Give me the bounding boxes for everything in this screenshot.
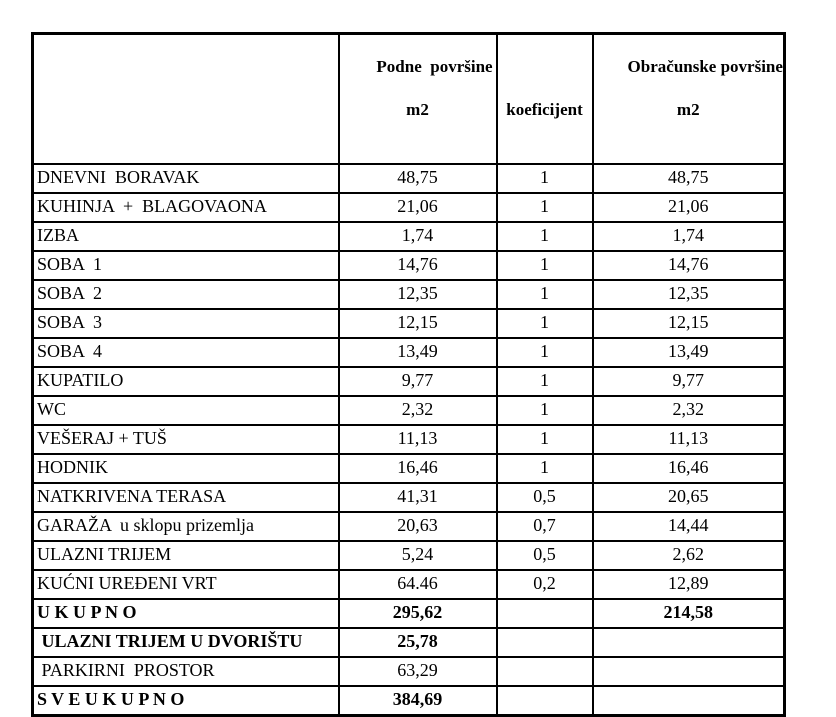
obracun-cell: 14,76 (593, 251, 785, 280)
header-podne-unit: m2 (406, 99, 429, 119)
room-name-cell: DNEVNI BORAVAK (33, 164, 339, 193)
table-row (33, 541, 785, 570)
podne-cell: 11,13 (339, 425, 497, 454)
header-podne-label: Podne površine (376, 57, 493, 77)
podne-cell: 20,63 (339, 512, 497, 541)
podne-cell: 13,49 (339, 338, 497, 367)
room-name-cell: PARKIRNI PROSTOR (33, 657, 339, 686)
header-room-name (33, 34, 339, 164)
podne-cell: 9,77 (339, 367, 497, 396)
room-name-cell: ULAZNI TRIJEM (33, 541, 339, 570)
podne-cell: 295,62 (339, 599, 497, 628)
podne-cell: 21,06 (339, 193, 497, 222)
obracun-cell: 12,35 (593, 280, 785, 309)
room-name-cell: U K U P N O (33, 599, 339, 628)
room-name-cell: KUPATILO (33, 367, 339, 396)
koef-cell: 0,2 (497, 570, 593, 599)
room-name-cell: KUHINJA + BLAGOVAONA (33, 193, 339, 222)
koef-cell: 1 (497, 164, 593, 193)
room-name-cell: KUĆNI UREĐENI VRT (33, 570, 339, 599)
obracun-cell: 12,89 (593, 570, 785, 599)
koef-cell (497, 628, 593, 657)
obracun-cell: 48,75 (593, 164, 785, 193)
room-name-cell: VEŠERAJ + TUŠ (33, 425, 339, 454)
table-header (33, 34, 785, 164)
podne-cell: 14,76 (339, 251, 497, 280)
koef-cell: 1 (497, 425, 593, 454)
podne-cell: 12,15 (339, 309, 497, 338)
podne-cell: 41,31 (339, 483, 497, 512)
koef-cell: 0,5 (497, 483, 593, 512)
room-name-cell: GARAŽA u sklopu prizemlja (33, 512, 339, 541)
header-koeficijent-label: koeficijent (506, 99, 583, 119)
table-row (33, 251, 785, 280)
room-name-cell: SOBA 1 (33, 251, 339, 280)
room-name-cell: SOBA 4 (33, 338, 339, 367)
table-body (33, 164, 785, 716)
obracun-cell: 214,58 (593, 599, 785, 628)
room-name-cell: ULAZNI TRIJEM U DVORIŠTU (33, 628, 339, 657)
obracun-cell: 2,62 (593, 541, 785, 570)
koef-cell (497, 599, 593, 628)
room-name-cell: SOBA 3 (33, 309, 339, 338)
obracun-cell (593, 628, 785, 657)
room-name-cell: WC (33, 396, 339, 425)
podne-cell: 384,69 (339, 686, 497, 716)
table-row (33, 657, 785, 686)
table-row (33, 396, 785, 425)
table-row (33, 483, 785, 512)
koef-cell: 1 (497, 309, 593, 338)
obracun-cell: 14,44 (593, 512, 785, 541)
obracun-cell: 2,32 (593, 396, 785, 425)
header-obracunske-label: Obračunske površine (627, 57, 783, 77)
koef-cell: 1 (497, 251, 593, 280)
header-podne-povrsine (339, 34, 497, 164)
koef-cell: 1 (497, 396, 593, 425)
table-row (33, 338, 785, 367)
header-row (33, 34, 785, 164)
table-row (33, 164, 785, 193)
podne-cell: 63,29 (339, 657, 497, 686)
obracun-cell: 16,46 (593, 454, 785, 483)
table-row (33, 280, 785, 309)
obracun-cell: 11,13 (593, 425, 785, 454)
table-row (33, 512, 785, 541)
podne-cell: 1,74 (339, 222, 497, 251)
table-row (33, 309, 785, 338)
podne-cell: 48,75 (339, 164, 497, 193)
table-row (33, 628, 785, 657)
koef-cell: 1 (497, 193, 593, 222)
header-koeficijent (497, 34, 593, 164)
header-obracunske-unit: m2 (676, 99, 700, 119)
table-row (33, 367, 785, 396)
table-row (33, 454, 785, 483)
podne-cell: 12,35 (339, 280, 497, 309)
koef-cell: 1 (497, 454, 593, 483)
area-calculation-table (31, 32, 786, 717)
koef-cell: 0,7 (497, 512, 593, 541)
koef-cell: 1 (497, 280, 593, 309)
room-name-cell: S V E U K U P N O (33, 686, 339, 716)
table-row (33, 425, 785, 454)
obracun-cell: 1,74 (593, 222, 785, 251)
obracun-cell: 12,15 (593, 309, 785, 338)
table-row (33, 570, 785, 599)
table-row (33, 599, 785, 628)
room-name-cell: SOBA 2 (33, 280, 339, 309)
room-name-cell: IZBA (33, 222, 339, 251)
obracun-cell (593, 657, 785, 686)
koef-cell: 1 (497, 338, 593, 367)
obracun-cell: 9,77 (593, 367, 785, 396)
obracun-cell: 20,65 (593, 483, 785, 512)
table-row (33, 193, 785, 222)
koef-cell: 1 (497, 222, 593, 251)
podne-cell: 25,78 (339, 628, 497, 657)
podne-cell: 5,24 (339, 541, 497, 570)
header-obracunske-povrsine (593, 34, 785, 164)
podne-cell: 64.46 (339, 570, 497, 599)
podne-cell: 16,46 (339, 454, 497, 483)
obracun-cell: 21,06 (593, 193, 785, 222)
koef-cell: 1 (497, 367, 593, 396)
room-name-cell: HODNIK (33, 454, 339, 483)
koef-cell: 0,5 (497, 541, 593, 570)
room-name-cell: NATKRIVENA TERASA (33, 483, 339, 512)
koef-cell (497, 657, 593, 686)
podne-cell: 2,32 (339, 396, 497, 425)
table-row (33, 222, 785, 251)
obracun-cell: 13,49 (593, 338, 785, 367)
